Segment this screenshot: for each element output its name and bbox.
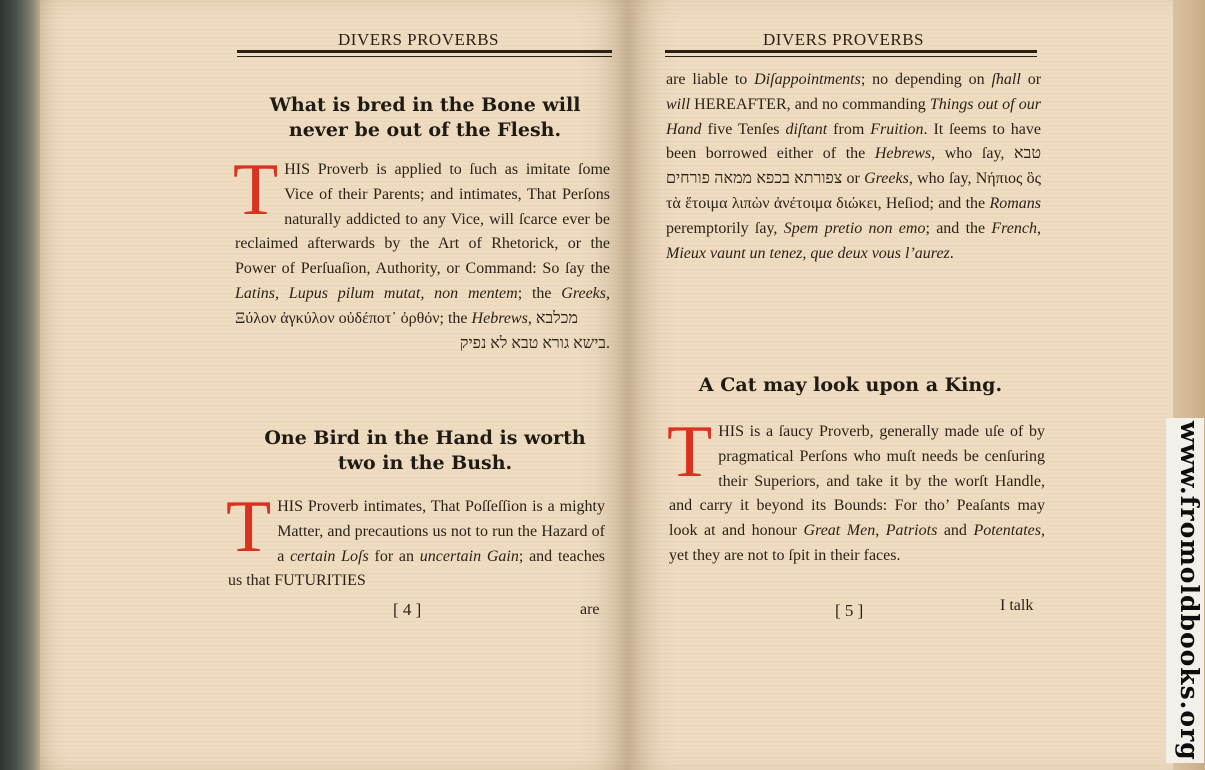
proverb-heading-2 [230,426,620,476]
continued-paragraph [666,68,1041,266]
left-page [40,0,628,770]
catchword-left: are [580,601,600,618]
paragraph-2-text: HIS Proverb intimates, That Poſſeſſion is a mighty Matter, and precautions us not to run the Hazard of a certain Loſs for an uncertain Gain; and teaches us that FUTURITIES [228,498,606,590]
page-number-left: [ 4 ] [393,600,422,619]
heading-2-line-2: two in the Bush. [337,452,513,474]
drop-cap-3: T [667,411,713,493]
continued-paragraph-text: are liable to Diſappointments; no depending on ſhall or will HEREAFTER, and no commanding Things out of our Hand five Tenſes diſtant from Fruition. It ſeems to have been borrowed either of the Hebrews, who ſay, טבא צפורתא בכפא ממאה פורחים or Greeks, who ſay, Νήπιος ὃς τὰ ἕτοιμα λιπὼν ἀνέτοιμα διώκει, Heſiod; and the Romans peremptorily ſay, Spem pretio non emo; and the French, Mieux vaunt un tenez, que deux vous l’aurez. [666,71,1042,262]
header-rule-thin-left [237,56,612,57]
header-rule-thin-right [665,56,1037,57]
right-page [628,0,1173,770]
drop-cap-1: T [233,149,279,231]
book-cover-edge [0,0,40,770]
running-head-right: DIVERS PROVERBS [763,30,925,49]
paragraph-1-text: HIS Proverb is applied to ſuch as imitate ſome Vice of their Parents; and intimates, That Perſons naturally addicted to any Vice, will ſcarce ever be reclaimed afterwards by the Art of Rhetorick, or the Power of Perſuaſion, Authority, or Command: So ſay the Latins, Lupus pilum mutat, non mentem; the Greeks, Ξύλον ἀγκύλον οὐδέποτ᾽ ὀρθόν; the Hebrews, מכלבא בישא גורא טבא לא נפיק. [235,161,610,352]
drop-cap-2: T [226,486,272,568]
proverb-paragraph-2 [226,486,606,594]
heading-1-line-2: never be out of the Flesh. [288,119,562,141]
page-number-right: [ 5 ] [835,601,864,620]
watermark-text[interactable]: www.fromoldbooks.org [1166,418,1204,763]
proverb-paragraph-1 [233,149,610,356]
heading-1-line-1: What is bred in the Bone will [269,94,581,116]
paragraph-3-text: HIS is a ſaucy Proverb, generally made uſe of by pragmatical Perſons who muſt needs be cenſuring their Superiors, and take it by the worſt Handle, and carry it beyond its Bounds: For tho’ Peaſants may look at and honour Great Men, Patriots and Potentates, yet they are not to ſpit in their faces. [669,423,1045,564]
header-rule-thick-right [665,50,1037,53]
proverb-heading-1 [230,93,620,143]
running-head-left: DIVERS PROVERBS [338,30,500,49]
heading-2-line-1: One Bird in the Hand is worth [264,427,586,449]
proverb-heading-3: A Cat may look upon a King. [698,374,1003,396]
proverb-paragraph-3 [667,411,1045,569]
catchword-right: I talk [1000,597,1034,614]
header-rule-thick-left [237,50,612,53]
